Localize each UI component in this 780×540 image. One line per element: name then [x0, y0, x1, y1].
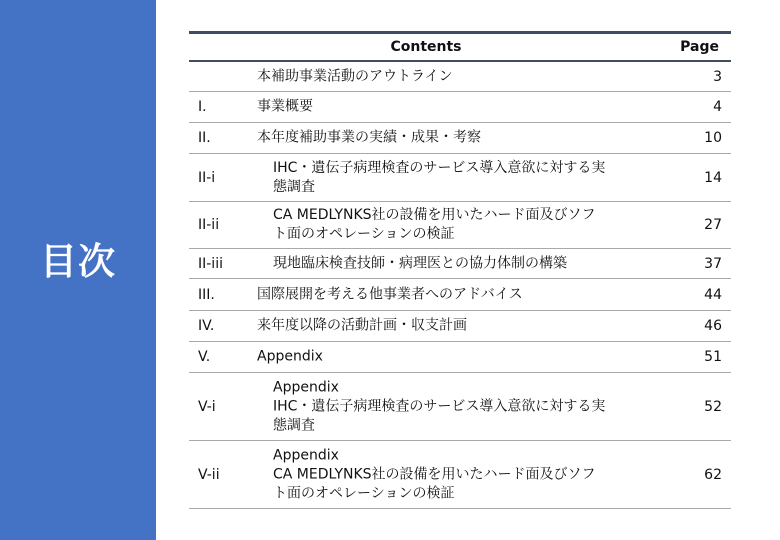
toc-section-number: V. [198, 349, 211, 365]
toc-header-row [189, 34, 731, 62]
toc-section-number: II-iii [198, 255, 223, 272]
toc-section-number: II. [198, 130, 211, 146]
toc-section-number: IV. [198, 318, 215, 334]
toc-section-number: II-i [198, 169, 216, 186]
toc-section-number: V-i [198, 398, 216, 415]
toc-section-title: 事業概要 [257, 98, 313, 115]
toc-page-number: 52 [704, 398, 722, 415]
toc-section-title: Appendix CA MEDLYNKS社の設備を用いたハード面及びソフ ト面のオペレーションの検証 [273, 447, 596, 501]
toc-section-title: Appendix [257, 348, 323, 365]
toc-section-title: 本補助事業活動のアウトライン [257, 68, 453, 84]
toc-section-title: Appendix IHC・遺伝子病理検査のサービス導入意欲に対する実 態調査 [273, 379, 606, 433]
toc-section-title: CA MEDLYNKS社の設備を用いたハード面及びソフ ト面のオペレーションの検証 [273, 207, 596, 242]
toc-section-title: IHC・遺伝子病理検査のサービス導入意欲に対する実 態調査 [273, 159, 606, 195]
toc-section-number: III. [198, 286, 215, 303]
toc-section-title: 国際展開を考える他事業者へのアドバイス [257, 286, 523, 302]
toc-row-iii[interactable] [189, 279, 731, 311]
toc-page-number: 51 [704, 349, 722, 365]
toc-page-number: 10 [704, 130, 722, 146]
toc-section-number: V-ii [198, 466, 220, 483]
toc-page-number: 62 [704, 466, 722, 483]
toc-page-number: 3 [713, 68, 722, 85]
toc-row-outline[interactable] [189, 62, 731, 92]
toc-row-v[interactable] [189, 342, 731, 373]
toc-page-number: 37 [704, 255, 722, 272]
sidebar-panel [0, 0, 156, 540]
toc-row-iv[interactable] [189, 311, 731, 342]
toc-page-number: 27 [704, 217, 722, 233]
toc-row-v-i[interactable] [189, 373, 731, 441]
toc-row-i[interactable] [189, 92, 731, 123]
toc-section-number: II-ii [198, 217, 220, 233]
toc-section-number: I. [198, 99, 207, 115]
table-of-contents [189, 31, 731, 509]
toc-page-number: 4 [713, 99, 722, 115]
toc-page-number: 44 [704, 286, 722, 303]
toc-section-title: 本年度補助事業の実績・成果・考察 [257, 129, 481, 146]
contents-column-header: Contents [390, 39, 462, 55]
toc-row-v-ii[interactable] [189, 441, 731, 509]
toc-row-ii[interactable] [189, 123, 731, 154]
toc-row-ii-ii[interactable] [189, 202, 731, 249]
toc-page-number: 46 [704, 318, 722, 334]
toc-section-title: 現地臨床検査技師・病理医との協力体制の構築 [273, 255, 567, 271]
page-column-header: Page [680, 39, 719, 55]
page-title: 目次 [40, 240, 116, 283]
toc-row-ii-iii[interactable] [189, 249, 731, 279]
toc-page-number: 14 [704, 169, 722, 186]
toc-row-ii-i[interactable] [189, 154, 731, 202]
toc-section-title: 来年度以降の活動計画・収支計画 [257, 317, 467, 334]
